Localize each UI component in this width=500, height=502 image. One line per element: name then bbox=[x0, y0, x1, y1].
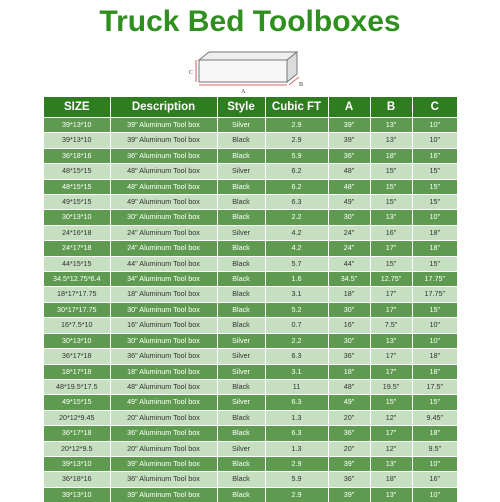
cell-a: 36" bbox=[328, 472, 370, 487]
cell-b: 17" bbox=[370, 241, 412, 256]
cell-description: 48" Aluminum Tool box bbox=[110, 379, 217, 394]
cell-b: 13" bbox=[370, 118, 412, 133]
cell-c: 10" bbox=[412, 210, 457, 225]
cell-cubic-ft: 0.7 bbox=[265, 318, 328, 333]
cell-cubic-ft: 6.3 bbox=[265, 349, 328, 364]
cell-a: 30" bbox=[328, 210, 370, 225]
cell-c: 15" bbox=[412, 179, 457, 194]
cell-a: 39" bbox=[328, 487, 370, 502]
cell-b: 15" bbox=[370, 179, 412, 194]
cell-cubic-ft: 6.2 bbox=[265, 179, 328, 194]
table-row bbox=[44, 272, 457, 287]
cell-size: 36*17*18 bbox=[44, 426, 110, 441]
table-row bbox=[44, 256, 457, 271]
cell-style: Black bbox=[217, 426, 265, 441]
cell-b: 12.75" bbox=[370, 272, 412, 287]
cell-style: Black bbox=[217, 487, 265, 502]
cell-cubic-ft: 5.2 bbox=[265, 302, 328, 317]
header-a: A bbox=[328, 97, 370, 118]
cell-a: 30" bbox=[328, 302, 370, 317]
cell-style: Black bbox=[217, 133, 265, 148]
table-row bbox=[44, 148, 457, 163]
cell-description: 30" Aluminum Tool box bbox=[110, 210, 217, 225]
cell-c: 10" bbox=[412, 333, 457, 348]
cell-description: 39" Aluminum Tool box bbox=[110, 133, 217, 148]
table-row bbox=[44, 118, 457, 133]
cell-b: 17" bbox=[370, 349, 412, 364]
cell-size: 30*17*17.75 bbox=[44, 302, 110, 317]
cell-cubic-ft: 1.3 bbox=[265, 441, 328, 456]
table-row bbox=[44, 225, 457, 240]
cell-cubic-ft: 2.2 bbox=[265, 333, 328, 348]
cell-b: 17" bbox=[370, 364, 412, 379]
cell-c: 10" bbox=[412, 118, 457, 133]
cell-style: Silver bbox=[217, 349, 265, 364]
cell-size: 20*12*9.5 bbox=[44, 441, 110, 456]
cell-a: 48" bbox=[328, 379, 370, 394]
cell-b: 18" bbox=[370, 148, 412, 163]
cell-description: 39" Aluminum Tool box bbox=[110, 118, 217, 133]
cell-size: 39*13*10 bbox=[44, 487, 110, 502]
cell-b: 19.5" bbox=[370, 379, 412, 394]
cell-size: 18*17*18 bbox=[44, 364, 110, 379]
cell-description: 16" Aluminum Tool box bbox=[110, 318, 217, 333]
cell-c: 16" bbox=[412, 148, 457, 163]
cell-c: 15" bbox=[412, 302, 457, 317]
cell-c: 10" bbox=[412, 133, 457, 148]
cell-c: 17.5" bbox=[412, 379, 457, 394]
cell-style: Silver bbox=[217, 225, 265, 240]
cell-description: 48" Aluminum Tool box bbox=[110, 179, 217, 194]
cell-a: 20" bbox=[328, 410, 370, 425]
cell-style: Silver bbox=[217, 395, 265, 410]
cell-description: 18" Aluminum Tool box bbox=[110, 364, 217, 379]
cell-b: 13" bbox=[370, 333, 412, 348]
cell-style: Silver bbox=[217, 441, 265, 456]
cell-b: 17" bbox=[370, 287, 412, 302]
cell-description: 36" Aluminum Tool box bbox=[110, 148, 217, 163]
cell-c: 9.45" bbox=[412, 410, 457, 425]
cell-c: 16" bbox=[412, 472, 457, 487]
cell-size: 48*15*15 bbox=[44, 164, 110, 179]
cell-description: 39" Aluminum Tool box bbox=[110, 456, 217, 471]
table-row bbox=[44, 364, 457, 379]
diagram-label-b: B bbox=[299, 82, 304, 88]
cell-size: 30*13*10 bbox=[44, 210, 110, 225]
table-row bbox=[44, 379, 457, 394]
cell-description: 49" Aluminum Tool box bbox=[110, 195, 217, 210]
cell-a: 20" bbox=[328, 441, 370, 456]
cell-size: 16*7.5*10 bbox=[44, 318, 110, 333]
cell-size: 39*13*10 bbox=[44, 133, 110, 148]
cell-cubic-ft: 6.2 bbox=[265, 164, 328, 179]
cell-style: Black bbox=[217, 410, 265, 425]
header-size: SIZE bbox=[44, 97, 110, 118]
cell-size: 20*12*9.45 bbox=[44, 410, 110, 425]
cell-b: 15" bbox=[370, 256, 412, 271]
cell-size: 49*15*15 bbox=[44, 195, 110, 210]
table-row bbox=[44, 318, 457, 333]
cell-description: 34" Aluminum Tool box bbox=[110, 272, 217, 287]
cell-style: Black bbox=[217, 256, 265, 271]
cell-cubic-ft: 2.2 bbox=[265, 210, 328, 225]
cell-b: 12" bbox=[370, 441, 412, 456]
table-row bbox=[44, 349, 457, 364]
cell-style: Black bbox=[217, 241, 265, 256]
cell-c: 18" bbox=[412, 364, 457, 379]
toolbox-table bbox=[44, 97, 457, 502]
cell-size: 30*13*10 bbox=[44, 333, 110, 348]
cell-description: 48" Aluminum Tool box bbox=[110, 164, 217, 179]
cell-cubic-ft: 4.2 bbox=[265, 241, 328, 256]
cell-cubic-ft: 1.3 bbox=[265, 410, 328, 425]
cell-cubic-ft: 3.1 bbox=[265, 287, 328, 302]
cell-style: Black bbox=[217, 472, 265, 487]
cell-size: 24*17*18 bbox=[44, 241, 110, 256]
diagram-label-a: A bbox=[241, 89, 246, 95]
cell-style: Black bbox=[217, 302, 265, 317]
cell-b: 13" bbox=[370, 456, 412, 471]
cell-description: 24" Aluminum Tool box bbox=[110, 225, 217, 240]
cell-cubic-ft: 6.3 bbox=[265, 195, 328, 210]
table-row bbox=[44, 164, 457, 179]
cell-a: 16" bbox=[328, 318, 370, 333]
diagram-label-c: C bbox=[189, 70, 194, 76]
table-row bbox=[44, 241, 457, 256]
cell-cubic-ft: 5.9 bbox=[265, 148, 328, 163]
cell-c: 15" bbox=[412, 164, 457, 179]
cell-description: 20" Aluminum Tool box bbox=[110, 410, 217, 425]
cell-style: Black bbox=[217, 272, 265, 287]
cell-a: 36" bbox=[328, 349, 370, 364]
cell-cubic-ft: 1.6 bbox=[265, 272, 328, 287]
table-row bbox=[44, 472, 457, 487]
cell-cubic-ft: 5.9 bbox=[265, 472, 328, 487]
table-row bbox=[44, 287, 457, 302]
cell-b: 15" bbox=[370, 195, 412, 210]
cell-c: 15" bbox=[412, 395, 457, 410]
cell-style: Black bbox=[217, 287, 265, 302]
cell-b: 17" bbox=[370, 302, 412, 317]
cell-a: 18" bbox=[328, 287, 370, 302]
cell-a: 39" bbox=[328, 133, 370, 148]
cell-a: 18" bbox=[328, 364, 370, 379]
table-header-row bbox=[44, 97, 457, 118]
cell-style: Silver bbox=[217, 118, 265, 133]
cell-size: 24*16*18 bbox=[44, 225, 110, 240]
cell-a: 30" bbox=[328, 333, 370, 348]
cell-style: Silver bbox=[217, 164, 265, 179]
table-row bbox=[44, 133, 457, 148]
cell-c: 15" bbox=[412, 195, 457, 210]
cell-size: 36*17*18 bbox=[44, 349, 110, 364]
cell-size: 36*18*16 bbox=[44, 472, 110, 487]
cell-size: 18*17*17.75 bbox=[44, 287, 110, 302]
toolbox-diagram bbox=[185, 46, 310, 96]
cell-cubic-ft: 2.9 bbox=[265, 456, 328, 471]
cell-description: 20" Aluminum Tool box bbox=[110, 441, 217, 456]
cell-b: 15" bbox=[370, 164, 412, 179]
cell-c: 15" bbox=[412, 256, 457, 271]
cell-style: Black bbox=[217, 318, 265, 333]
cell-c: 18" bbox=[412, 241, 457, 256]
cell-style: Black bbox=[217, 379, 265, 394]
table-row bbox=[44, 441, 457, 456]
page-title: Truck Bed Toolboxes bbox=[99, 5, 401, 38]
cell-size: 48*19.5*17.5 bbox=[44, 379, 110, 394]
cell-description: 24" Aluminum Tool box bbox=[110, 241, 217, 256]
cell-a: 34.5" bbox=[328, 272, 370, 287]
cell-cubic-ft: 6.3 bbox=[265, 395, 328, 410]
cell-style: Black bbox=[217, 148, 265, 163]
table-row bbox=[44, 395, 457, 410]
cell-a: 24" bbox=[328, 241, 370, 256]
cell-cubic-ft: 11 bbox=[265, 379, 328, 394]
cell-description: 30" Aluminum Tool box bbox=[110, 333, 217, 348]
cell-description: 36" Aluminum Tool box bbox=[110, 472, 217, 487]
cell-b: 13" bbox=[370, 210, 412, 225]
cell-style: Silver bbox=[217, 364, 265, 379]
cell-style: Silver bbox=[217, 333, 265, 348]
cell-b: 17" bbox=[370, 426, 412, 441]
cell-c: 18" bbox=[412, 426, 457, 441]
cell-c: 17.75" bbox=[412, 272, 457, 287]
cell-b: 15" bbox=[370, 395, 412, 410]
cell-cubic-ft: 3.1 bbox=[265, 364, 328, 379]
header-cubic-ft: Cubic FT bbox=[265, 97, 328, 118]
cell-size: 39*13*10 bbox=[44, 456, 110, 471]
cell-description: 36" Aluminum Tool box bbox=[110, 349, 217, 364]
cell-a: 44" bbox=[328, 256, 370, 271]
table-row bbox=[44, 410, 457, 425]
cell-a: 36" bbox=[328, 426, 370, 441]
cell-size: 34.5*12.75*6.4 bbox=[44, 272, 110, 287]
cell-description: 44" Aluminum Tool box bbox=[110, 256, 217, 271]
cell-style: Black bbox=[217, 179, 265, 194]
cell-size: 49*15*15 bbox=[44, 395, 110, 410]
cell-c: 10" bbox=[412, 318, 457, 333]
cell-description: 30" Aluminum Tool box bbox=[110, 302, 217, 317]
header-b: B bbox=[370, 97, 412, 118]
cell-description: 36" Aluminum Tool box bbox=[110, 426, 217, 441]
cell-b: 7.5" bbox=[370, 318, 412, 333]
cell-b: 13" bbox=[370, 487, 412, 502]
table-row bbox=[44, 195, 457, 210]
cell-a: 49" bbox=[328, 395, 370, 410]
table-row bbox=[44, 426, 457, 441]
cell-cubic-ft: 4.2 bbox=[265, 225, 328, 240]
cell-size: 39*13*10 bbox=[44, 118, 110, 133]
cell-size: 48*15*15 bbox=[44, 179, 110, 194]
cell-description: 39" Aluminum Tool box bbox=[110, 487, 217, 502]
header-style: Style bbox=[217, 97, 265, 118]
header-c: C bbox=[412, 97, 457, 118]
cell-cubic-ft: 5.7 bbox=[265, 256, 328, 271]
cell-a: 24" bbox=[328, 225, 370, 240]
cell-b: 18" bbox=[370, 472, 412, 487]
cell-c: 18" bbox=[412, 225, 457, 240]
cell-a: 49" bbox=[328, 195, 370, 210]
cell-size: 44*15*15 bbox=[44, 256, 110, 271]
cell-a: 48" bbox=[328, 179, 370, 194]
cell-style: Black bbox=[217, 456, 265, 471]
cell-style: Black bbox=[217, 195, 265, 210]
cell-cubic-ft: 2.9 bbox=[265, 133, 328, 148]
table-row bbox=[44, 179, 457, 194]
cell-c: 9.5" bbox=[412, 441, 457, 456]
cell-b: 13" bbox=[370, 133, 412, 148]
table-row bbox=[44, 456, 457, 471]
cell-description: 18" Aluminum Tool box bbox=[110, 287, 217, 302]
table-row bbox=[44, 333, 457, 348]
cell-cubic-ft: 6.3 bbox=[265, 426, 328, 441]
cell-a: 36" bbox=[328, 148, 370, 163]
cell-a: 39" bbox=[328, 118, 370, 133]
cell-a: 48" bbox=[328, 164, 370, 179]
cell-c: 18" bbox=[412, 349, 457, 364]
cell-cubic-ft: 2.9 bbox=[265, 487, 328, 502]
cell-c: 17.75" bbox=[412, 287, 457, 302]
cell-style: Black bbox=[217, 210, 265, 225]
cell-cubic-ft: 2.9 bbox=[265, 118, 328, 133]
table-row bbox=[44, 210, 457, 225]
cell-b: 16" bbox=[370, 225, 412, 240]
table-row bbox=[44, 302, 457, 317]
cell-b: 12" bbox=[370, 410, 412, 425]
cell-a: 39" bbox=[328, 456, 370, 471]
cell-c: 10" bbox=[412, 456, 457, 471]
cell-description: 49" Aluminum Tool box bbox=[110, 395, 217, 410]
cell-c: 10" bbox=[412, 487, 457, 502]
header-description: Description bbox=[110, 97, 217, 118]
cell-size: 36*18*16 bbox=[44, 148, 110, 163]
